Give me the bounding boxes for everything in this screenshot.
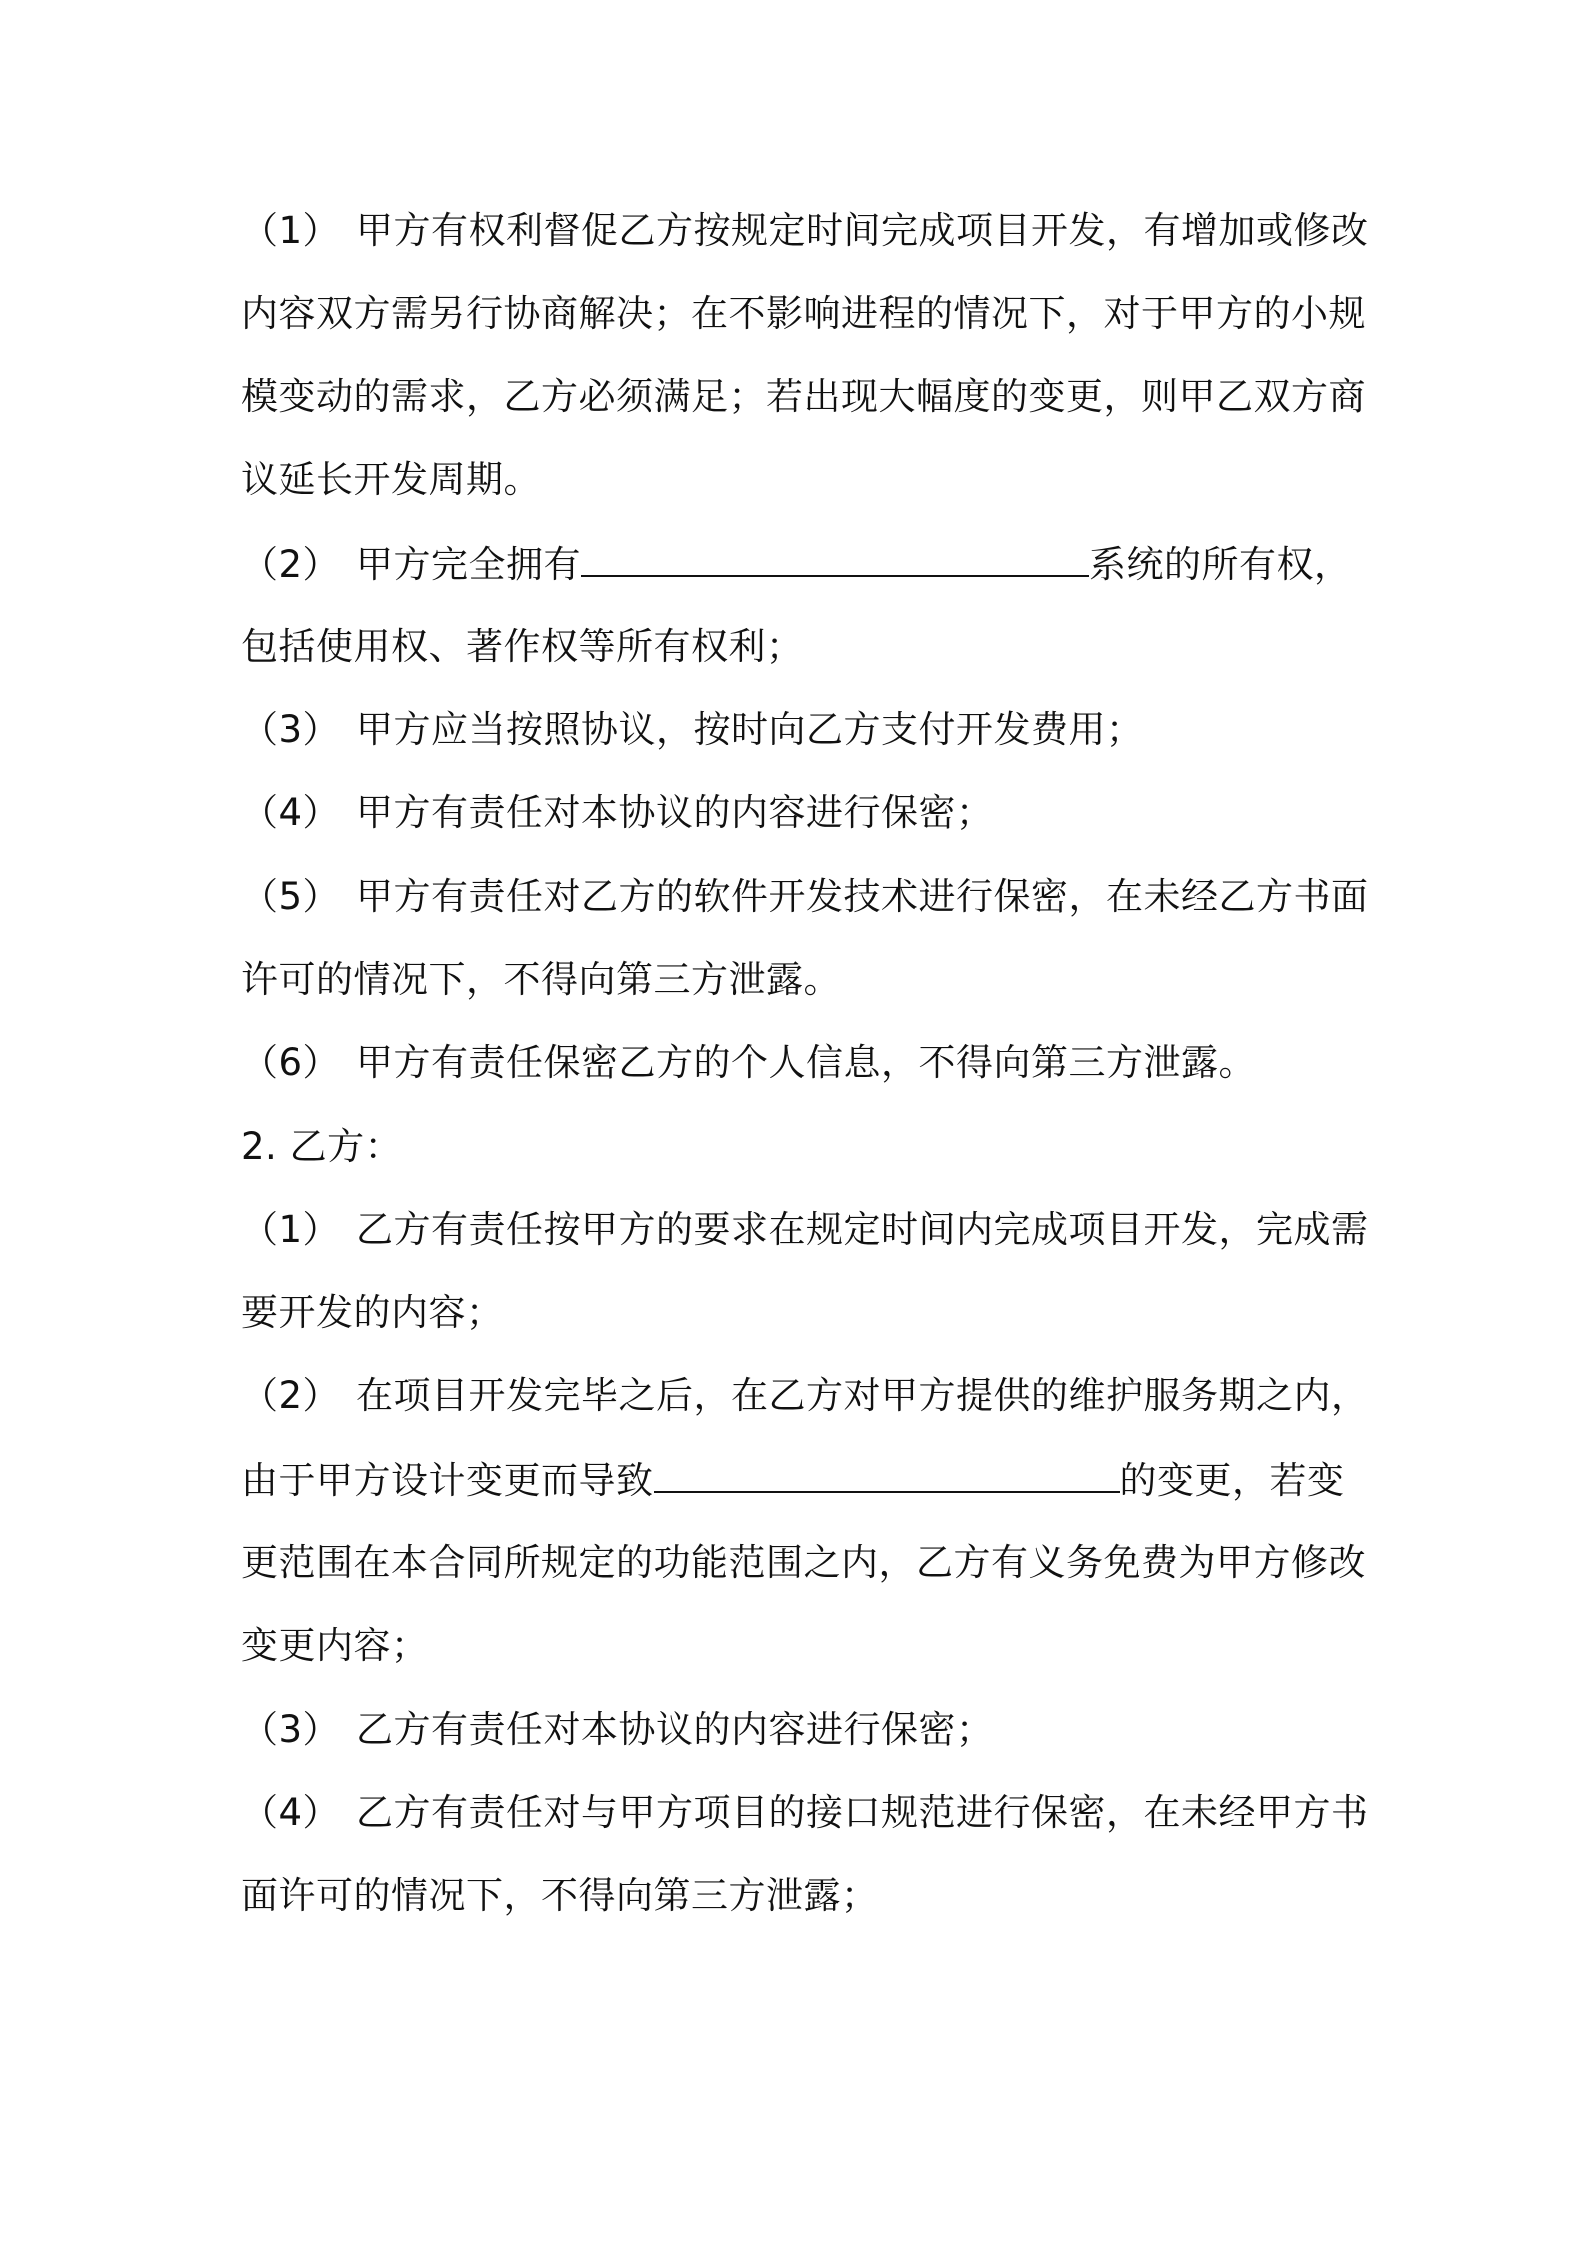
item-text-before-blank: 由于甲方设计变更而导致 bbox=[241, 1459, 654, 1502]
party-b-item-1-line-2: 要开发的内容； bbox=[241, 1291, 504, 1334]
party-a-item-5-line-2: 许可的情况下，不得向第三方泄露。 bbox=[241, 958, 841, 1001]
item-marker: （2） bbox=[241, 1374, 341, 1417]
item-text: 甲方应当按照协议，按时向乙方支付开发费用； bbox=[356, 708, 1144, 751]
item-marker: （1） bbox=[241, 209, 341, 252]
party-a-item-1-line-1 bbox=[241, 206, 1369, 256]
party-a-item-3 bbox=[241, 705, 1144, 755]
item-marker: （2） bbox=[241, 543, 341, 586]
item-marker: （5） bbox=[241, 875, 341, 918]
item-marker: （3） bbox=[241, 708, 341, 751]
item-marker: （4） bbox=[241, 791, 341, 834]
party-a-item-1-line-4: 议延长开发周期。 bbox=[241, 458, 541, 501]
party-b-item-4-line-1 bbox=[241, 1788, 1369, 1838]
party-b-item-3 bbox=[241, 1705, 994, 1755]
item-text: 甲方有责任对乙方的软件开发技术进行保密，在未经乙方书面 bbox=[356, 875, 1369, 918]
party-b-item-2-line-2 bbox=[241, 1455, 1345, 1506]
item-text-after-blank: 系统的所有权， bbox=[1089, 543, 1352, 586]
item-text: 甲方有责任对本协议的内容进行保密； bbox=[356, 791, 994, 834]
item-marker: （6） bbox=[241, 1041, 341, 1084]
item-marker: （4） bbox=[241, 1791, 341, 1834]
party-a-item-1-line-3: 模变动的需求，乙方必须满足；若出现大幅度的变更，则甲乙双方商 bbox=[241, 375, 1366, 418]
item-marker: （3） bbox=[241, 1708, 341, 1751]
party-b-heading: 2. 乙方： bbox=[241, 1125, 403, 1168]
party-b-item-2-line-4: 变更内容； bbox=[241, 1624, 429, 1667]
item-text-after-blank: 的变更，若变 bbox=[1119, 1459, 1345, 1502]
change-reason-blank[interactable] bbox=[654, 1455, 1120, 1493]
party-a-item-2-line-1 bbox=[241, 539, 1352, 590]
item-marker: （1） bbox=[241, 1208, 341, 1251]
item-text: 甲方有权利督促乙方按规定时间完成项目开发，有增加或修改 bbox=[356, 209, 1369, 252]
party-a-item-2-line-2: 包括使用权、著作权等所有权利； bbox=[241, 625, 804, 668]
party-a-item-6 bbox=[241, 1038, 1256, 1088]
party-b-item-2-line-3: 更范围在本合同所规定的功能范围之内，乙方有义务免费为甲方修改 bbox=[241, 1541, 1366, 1584]
item-text: 在项目开发完毕之后，在乙方对甲方提供的维护服务期之内， bbox=[356, 1374, 1369, 1417]
party-a-item-4 bbox=[241, 788, 994, 838]
item-text-before-blank: 甲方完全拥有 bbox=[356, 543, 582, 586]
party-b-item-2-line-1 bbox=[241, 1371, 1369, 1421]
party-a-item-5-line-1 bbox=[241, 872, 1369, 922]
item-text: 甲方有责任保密乙方的个人信息，不得向第三方泄露。 bbox=[356, 1041, 1257, 1084]
party-b-item-1-line-1 bbox=[241, 1205, 1369, 1255]
item-text: 乙方有责任对与甲方项目的接口规范进行保密，在未经甲方书 bbox=[356, 1791, 1369, 1834]
party-b-item-4-line-2: 面许可的情况下，不得向第三方泄露； bbox=[241, 1874, 879, 1917]
item-text: 乙方有责任对本协议的内容进行保密； bbox=[356, 1708, 994, 1751]
party-a-item-1-line-2: 内容双方需另行协商解决；在不影响进程的情况下，对于甲方的小规 bbox=[241, 292, 1366, 335]
item-text: 乙方有责任按甲方的要求在规定时间内完成项目开发，完成需 bbox=[356, 1208, 1369, 1251]
system-name-blank[interactable] bbox=[581, 539, 1089, 577]
